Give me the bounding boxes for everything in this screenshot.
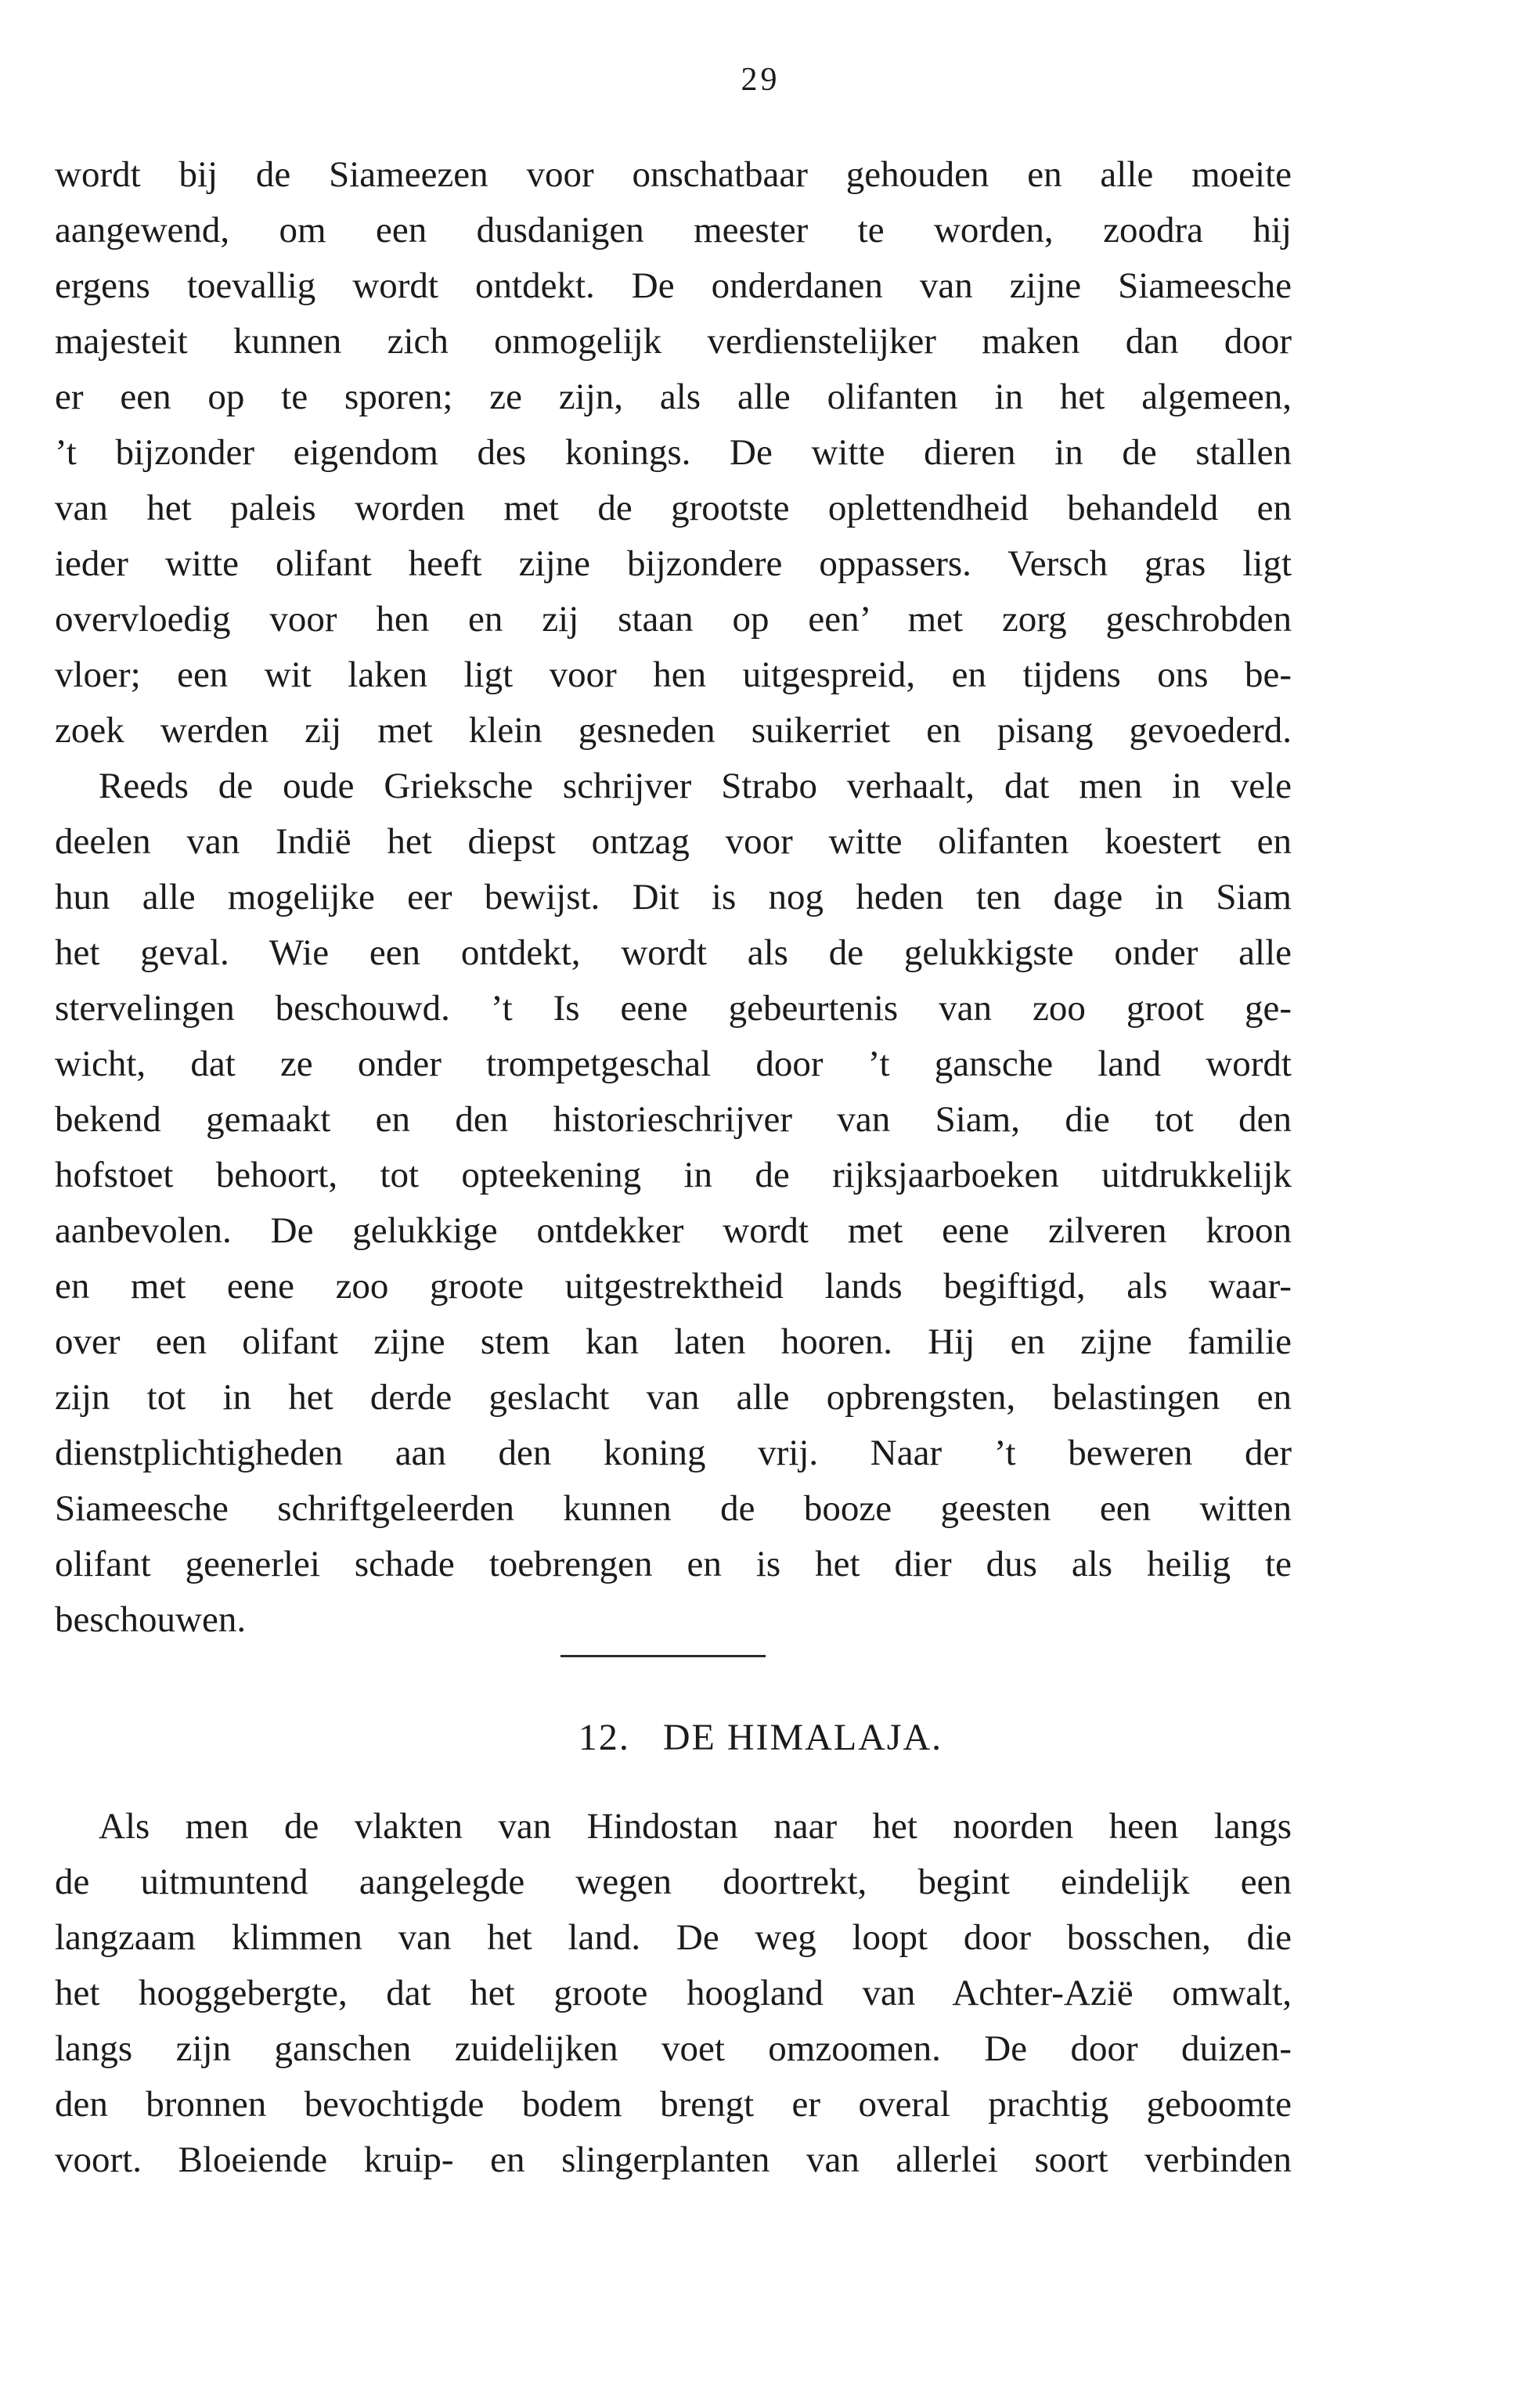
text-line: wicht, dat ze onder trompetgeschal door ’t gansche land wordt [55, 1044, 1292, 1084]
text-line: en met eene zoo groote uitgestrektheid lands begiftigd, als waar- [55, 1266, 1292, 1307]
text-line: vloer; een wit laken ligt voor hen uitgespreid, en tijdens ons be- [55, 654, 1292, 695]
text-line: ’t bijzonder eigendom des konings. De witte dieren in de stallen [55, 432, 1292, 473]
text-line: van het paleis worden met de grootste oplettendheid behandeld en [55, 488, 1292, 528]
text-line: langzaam klimmen van het land. De weg loopt door bosschen, die [55, 1917, 1292, 1958]
text-line: zoek werden zij met klein gesneden suikerriet en pisang gevoederd. [55, 710, 1292, 751]
text-line: over een olifant zijne stem kan laten hooren. Hij en zijne familie [55, 1321, 1292, 1362]
text-line: het hooggebergte, dat het groote hoogland van Achter-Azië omwalt, [55, 1973, 1292, 2013]
page-number: 29 [741, 62, 780, 98]
text-line: ieder witte olifant heeft zijne bijzondere oppassers. Versch gras ligt [55, 543, 1292, 584]
text-line: bekend gemaakt en den historieschrijver van Siam, die tot den [55, 1099, 1292, 1140]
paragraph-white-elephants [55, 147, 1292, 1648]
text-line: den bronnen bevochtigde bodem brengt er overal prachtig geboomte [55, 2084, 1292, 2125]
text-line: het geval. Wie een ontdekt, wordt als de gelukkigste onder alle [55, 932, 1292, 973]
section-divider [560, 1655, 766, 1657]
text-line: de uitmuntend aangelegde wegen doortrekt, begint eindelijk een [55, 1862, 1292, 1902]
text-line: dienstplichtigheden aan den koning vrij. Naar ’t beweren der [55, 1433, 1292, 1473]
text-line: hofstoet behoort, tot opteekening in de rijksjaarboeken uitdrukkelijk [55, 1155, 1292, 1195]
section-title: DE HIMALAJA. [662, 1717, 943, 1758]
section-number: 12. [578, 1717, 630, 1758]
text-line: majesteit kunnen zich onmogelijk verdienstelijker maken dan door [55, 321, 1292, 362]
text-line: aanbevolen. De gelukkige ontdekker wordt met eene zilveren kroon [55, 1210, 1292, 1251]
section-heading [0, 1716, 1521, 1759]
text-line: voort. Bloeiende kruip- en slingerplanten van allerlei soort verbinden [55, 2139, 1292, 2180]
text-line: beschouwen. [55, 1599, 247, 1640]
text-line: overvloedig voor hen en zij staan op een’ met zorg geschrobden [55, 599, 1292, 640]
text-line: Reeds de oude Grieksche schrijver Strabo verhaalt, dat men in vele [99, 766, 1292, 806]
text-line: Als men de vlakten van Hindostan naar het noorden heen langs [99, 1806, 1292, 1847]
text-line: ergens toevallig wordt ontdekt. De onderdanen van zijne Siameesche [55, 265, 1292, 306]
text-line: wordt bij de Siameezen voor onschatbaar gehouden en alle moeite [55, 154, 1292, 195]
text-line: hun alle mogelijke eer bewijst. Dit is nog heden ten dage in Siam [55, 877, 1292, 917]
text-line: er een op te sporen; ze zijn, als alle olifanten in het algemeen, [55, 377, 1292, 417]
text-line: olifant geenerlei schade toebrengen en is het dier dus als heilig te [55, 1544, 1292, 1584]
text-line: deelen van Indië het diepst ontzag voor witte olifanten koestert en [55, 821, 1292, 862]
text-line: zijn tot in het derde geslacht van alle opbrengsten, belastingen en [55, 1377, 1292, 1418]
paragraph-himalaya [55, 1799, 1292, 2188]
text-line: Siameesche schriftgeleerden kunnen de booze geesten een witten [55, 1488, 1292, 1529]
text-line: langs zijn ganschen zuidelijken voet omzoomen. De door duizen- [55, 2028, 1292, 2069]
text-line: aangewend, om een dusdanigen meester te worden, zoodra hij [55, 210, 1292, 251]
text-line: stervelingen beschouwd. ’t Is eene gebeurtenis van zoo groot ge- [55, 988, 1292, 1029]
